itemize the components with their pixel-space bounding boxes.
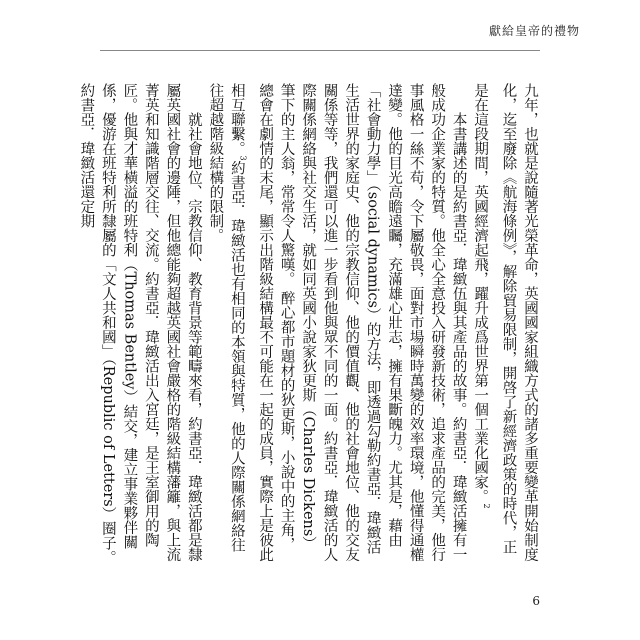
page-number: 6 bbox=[532, 594, 540, 608]
body-text bbox=[78, 83, 540, 565]
paragraph-3 bbox=[75, 83, 204, 565]
paragraph-3-text: 就社會地位、宗教信仰、教育背景等範疇來看，約書亞．瑋緻活都是隸屬英國社會的邊陲，但他總能夠超越英國社會嚴格的階級結構藩籬，與上流菁英和知識階層交往、交流。約書亞．瑋緻活出入宮廷，是王室御用的陶匠。他與才華橫溢的班特利（Thomas Bentley）結交，建立事業夥伴關係，優游在班特利所隸屬的「文人共和國」（Republic of Letters）圈子。約書亞．瑋緻活還定期 bbox=[78, 83, 202, 565]
running-header bbox=[489, 22, 580, 39]
running-header-title: 獻給皇帝的禮物 bbox=[488, 24, 580, 38]
header-rule bbox=[100, 50, 540, 51]
footnote-ref-2: 2 bbox=[482, 503, 491, 509]
footnote-ref-3: 3 bbox=[238, 155, 248, 161]
paragraph-2-text: 本書講述的是約書亞．瑋緻伍與其產品的故事。約書亞．瑋緻活擁有一般成功企業家的特質。他全心全意投入研發新技術，追求產品的完美，他行事風格一絲不苟，令下屬敬畏，面對市場瞬時萬變的效率環境，他懂得通權達變。他的目光高瞻遠矚，充滿雄心壯志，擁有果斷魄力。尤其是，藉由「社會動力學」（social dynamics）的方法，即透過勾勒約書亞．瑋緻活生活世界的家庭史、他的宗教信仰、他的價值觀、他的社會地位、他的交友關係等等，我們還可以進一步看到他與眾不同的一面。約書亞．瑋緻活的人際關係網絡與社交生活，就如同英國小說家狄更斯（Charles Dickens）筆下的主人翁，常常令人驚嘆。 醉心都市題材的狄更斯，小說中的主角，總會在劇情的末尾，顯示出階級結構最不可能在一起的成員，實際上是彼此相互聯繫。 bbox=[228, 83, 467, 562]
paragraph-2 bbox=[204, 83, 469, 565]
paragraph-2-tail: 約書亞．瑋緻活也有相同的本領與特質，他的人際關係網絡往往超越階級結構的限制。 bbox=[207, 83, 245, 553]
paragraph-1-text: 九年，也就是說隨著光榮革命，英國國家組織方式的諸多重要變革開始制度化，迄至廢除《航海條例》，解除貿易限制，開啓了新經濟政策的時代，正是在這段期間，英國經濟起飛，躍升成爲世界第一個工業化國家。 bbox=[472, 83, 538, 562]
paragraph-1 bbox=[469, 83, 540, 565]
